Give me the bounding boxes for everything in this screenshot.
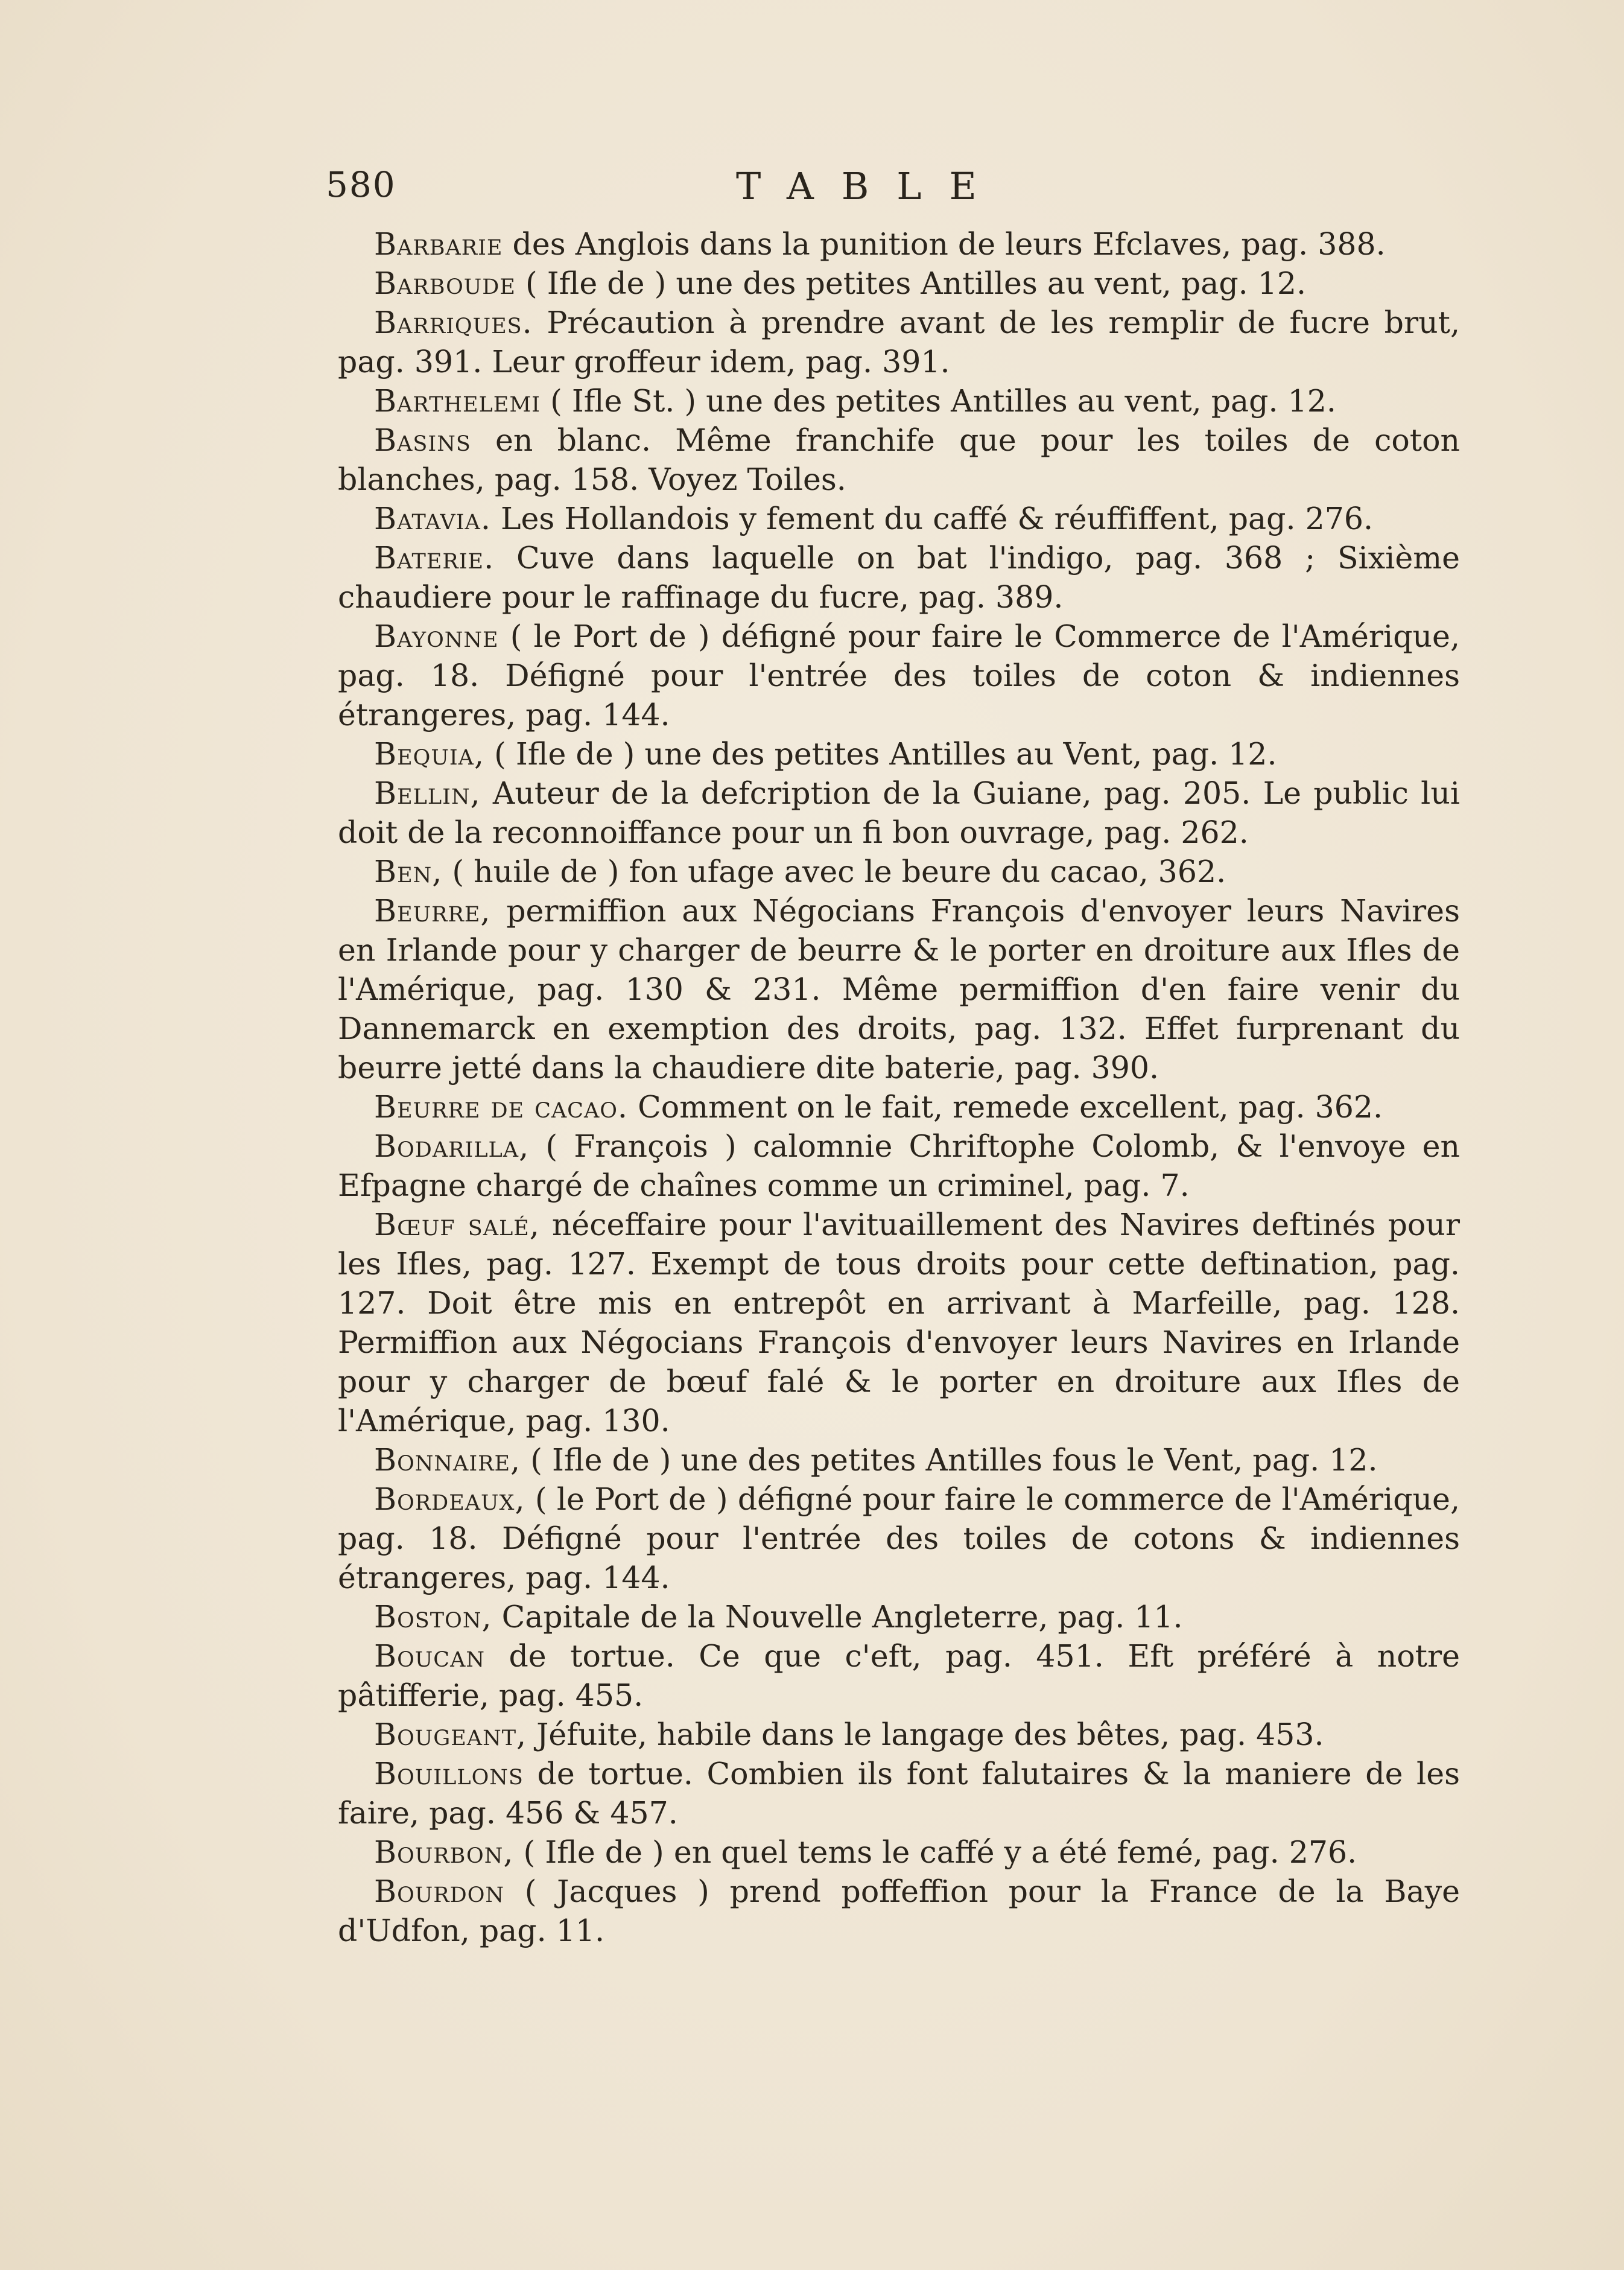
- entry-text: ( Ifle St. ) une des petites Antilles au vent, pag. 12.: [550, 383, 1336, 419]
- entry-text: Auteur de la defcription de la Guiane, pag. 205. Le public lui doit de la reconnoiffance pour un fi bon ouvrage, pag. 262.: [338, 775, 1460, 850]
- entry-head: Bœuf salé,: [374, 1207, 540, 1242]
- entry-text: ( Ifle de ) une des petites Antilles au vent, pag. 12.: [525, 265, 1307, 301]
- entry-head: Boston,: [374, 1599, 492, 1635]
- index-entry: [338, 224, 1460, 264]
- entry-head: Barboude: [374, 265, 516, 301]
- entry-head: Batavia.: [374, 501, 491, 536]
- index-entry: [338, 1754, 1460, 1833]
- entry-text: ( Ifle de ) une des petites Antilles fous le Vent, pag. 12.: [530, 1442, 1378, 1478]
- entry-text: des Anglois dans la punition de leurs Efclaves, pag. 388.: [512, 226, 1386, 262]
- index-entry: [338, 421, 1460, 499]
- entry-head: Boucan: [374, 1638, 485, 1674]
- index-entry: [338, 538, 1460, 617]
- index-entry: [338, 734, 1460, 774]
- running-title: TABLE: [736, 164, 1004, 208]
- entry-head: Bougeant,: [374, 1717, 527, 1752]
- index-entry: [338, 1480, 1460, 1597]
- index-entry: [338, 264, 1460, 303]
- entry-text: ( François ) calomnie Chriftophe Colomb, & l'envoye en Efpagne chargé de chaînes comme un criminel, pag. 7.: [338, 1128, 1460, 1203]
- entry-text: Précaution à prendre avant de les remplir de fucre brut, pag. 391. Leur groffeur idem, pag. 391.: [338, 305, 1460, 380]
- entry-head: Bayonne: [374, 618, 499, 654]
- entry-text: de tortue. Combien ils font falutaires & la maniere de les faire, pag. 456 & 457.: [338, 1756, 1460, 1831]
- entry-head: Ben,: [374, 854, 443, 889]
- entry-head: Bourdon: [374, 1874, 505, 1909]
- entry-text: ( Ifle de ) une des petites Antilles au Vent, pag. 12.: [494, 736, 1277, 772]
- entry-head: Bordeaux,: [374, 1481, 525, 1517]
- index-entry: [338, 1597, 1460, 1636]
- entry-text: de tortue. Ce que c'eft, pag. 451. Eft préféré à notre pâtifferie, pag. 455.: [338, 1638, 1460, 1713]
- entry-text: Jéfuite, habile dans le langage des bêtes, pag. 453.: [536, 1717, 1324, 1752]
- entry-head: Bourbon,: [374, 1834, 514, 1870]
- entry-head: Barthelemi: [374, 383, 541, 419]
- entry-head: Bellin,: [374, 775, 481, 811]
- entry-text: Capitale de la Nouvelle Angleterre, pag. 11.: [501, 1599, 1183, 1635]
- entry-head: Bonnaire,: [374, 1442, 521, 1478]
- index-entry: [338, 617, 1460, 734]
- entry-head: Barbarie: [374, 226, 503, 262]
- index-entries: [338, 224, 1460, 1950]
- entry-head: Barriques.: [374, 305, 533, 340]
- index-entry: [338, 852, 1460, 891]
- entry-text: Comment on le fait, remede excellent, pag. 362.: [638, 1089, 1383, 1125]
- entry-text: ( le Port de ) défigné pour faire le Commerce de l'Amérique, pag. 18. Défigné pour l'entrée des toiles de coton & indiennes étrangeres, pag. 144.: [338, 618, 1460, 733]
- entry-text: néceffaire pour l'avituaillement des Navires deftinés pour les Ifles, pag. 127. Exempt de tous droits pour cette deftination, pag. 127. Doit être mis en entrepôt en arrivant à Marfeille, pag. 128. Permiffion aux Négocians François d'envoyer leurs Navires en Irlande pour y charger de bœuf falé & le porter en droiture aux Ifles de l'Amérique, pag. 130.: [338, 1207, 1460, 1439]
- index-entry: [338, 1872, 1460, 1950]
- entry-text: ( Ifle de ) en quel tems le caffé y a été femé, pag. 276.: [523, 1834, 1357, 1870]
- entry-head: Beurre,: [374, 893, 491, 929]
- entry-head: Bequia,: [374, 736, 485, 772]
- entry-text: ( huile de ) fon ufage avec le beure du cacao, 362.: [452, 854, 1226, 889]
- entry-text: ( le Port de ) défigné pour faire le commerce de l'Amérique, pag. 18. Défigné pour l'entrée des toiles de cotons & indiennes étrangeres, pag. 144.: [338, 1481, 1461, 1595]
- page-header: [326, 164, 1231, 218]
- index-entry: [338, 1833, 1460, 1872]
- entry-text: en blanc. Même franchife que pour les toiles de coton blanches, pag. 158. Voyez Toiles.: [338, 422, 1460, 497]
- entry-head: Baterie.: [374, 540, 495, 576]
- entry-text: Cuve dans laquelle on bat l'indigo, pag. 368 ; Sixième chaudiere pour le raffinage du fucre, pag. 389.: [338, 540, 1460, 615]
- entry-head: Bodarilla,: [374, 1128, 530, 1164]
- entry-text: Les Hollandois y fement du caffé & réuffiffent, pag. 276.: [500, 501, 1374, 536]
- entry-head: Basins: [374, 422, 471, 458]
- entry-text: permiffion aux Négocians François d'envoyer leurs Navires en Irlande pour y charger de beurre & le porter en droiture aux Ifles de l'Amérique, pag. 130 & 231. Même permiffion d'en faire venir du Dannemarck en exemption des droits, pag. 132. Effet furprenant du beurre jetté dans la chaudiere dite baterie, pag. 390.: [338, 893, 1460, 1086]
- entry-head: Beurre de cacao.: [374, 1089, 628, 1125]
- index-entry: [338, 1440, 1460, 1480]
- index-entry: [338, 499, 1460, 538]
- index-entry: [338, 891, 1460, 1087]
- index-entry: [338, 774, 1460, 852]
- index-entry: [338, 1127, 1460, 1205]
- index-entry: [338, 1636, 1460, 1715]
- index-entry: [338, 1715, 1460, 1754]
- entry-head: Bouillons: [374, 1756, 524, 1792]
- index-entry: [338, 303, 1460, 381]
- index-entry: [338, 1087, 1460, 1127]
- index-entry: [338, 1205, 1460, 1440]
- entry-text: ( Jacques ) prend poffeffion pour la France de la Baye d'Udfon, pag. 11.: [338, 1874, 1460, 1948]
- page-number: 580: [326, 164, 396, 205]
- index-entry: [338, 381, 1460, 421]
